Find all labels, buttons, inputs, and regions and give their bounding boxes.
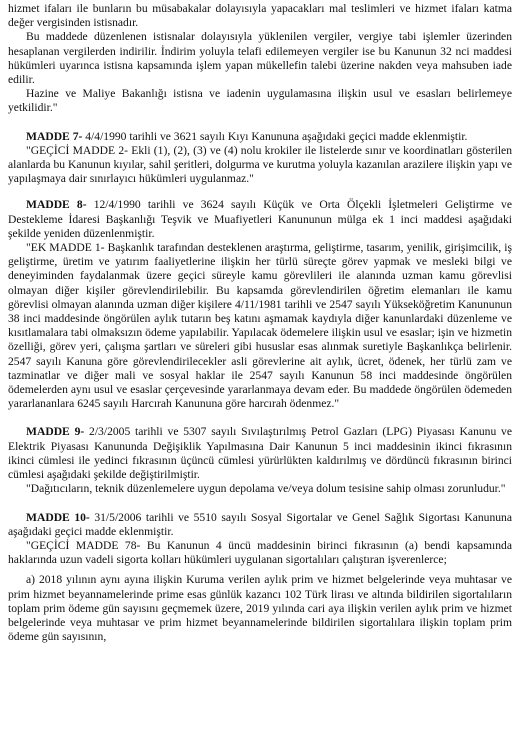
article-9-text: 2/3/2005 tarihli ve 5307 sayılı Sıvılaştırılmış Petrol Gazları (LPG) Piyasası Kanunu ve Elektrik Piyasası Kanununda Değişiklik Yapılmasına Dair Kanunun 5 inci maddesinin ikinci fıkrasının ikinci cümlesi ile yedinci fıkrasının üçüncü cümlesi yürürlükten kaldırılmış ve dördüncü fıkrasının birinci cümlesi aşağıdaki şekilde değiştirilmiştir. (8, 425, 512, 482)
article-8 (8, 198, 512, 241)
article-9-heading: MADDE 9- (26, 425, 85, 439)
article-7-quote: "GEÇİCİ MADDE 2- Ekli (1), (2), (3) ve (4) nolu krokiler ile listelerde sınır ve koordinatları gösterilen alanlarda bu Kanunun kıyılar, sahil şeritleri, dolgurma ve kurutma yoluyla kazanılan arazilere ilişkin yapı ve yapılaşmaya dair sınırlayıcı hükümleri uygulanmaz." (8, 143, 512, 186)
article-8-text: 12/4/1990 tarihli ve 3624 sayılı Küçük ve Orta Ölçekli İşletmeleri Geliştirme ve Destekleme İdaresi Başkanlığı Teşvik ve Muafiyetleri Kanununun mülga ek 1 inci maddesi aşağıdaki şekilde yeniden düzenlenmiştir. (8, 198, 512, 240)
article-10-quote: "GEÇİCİ MADDE 78- Bu Kanunun 4 üncü maddesinin birinci fıkrasının (a) bendi kapsamında haklarında uzun vadeli sigorta kolları hükümleri uygulanan sigortalıları çalıştıran işverenlerce; (8, 538, 512, 567)
article-8-heading: MADDE 8- (26, 198, 87, 212)
article-10 (8, 511, 512, 539)
article-8-quote: "EK MADDE 1- Başkanlık tarafından desteklenen araştırma, geliştirme, tasarım, yenilik, girişimcilik, iş geliştirme, üretim ve yatırım faaliyetlerine ilişkin her türlü süreçte görev yapmak ve mesleki bilgi ve deneyiminden faydalanmak üzere geçici süreyle kamu görevlileri ile alanında uzman kamu görevlisi olmayan diğer kişiler görevlendirilebilir. Bu kapsamda görevlendirilen öğretim elemanları ile kamu görevlisi olmayan alanında uzman diğer kişilere 4/11/1981 tarihli ve 2547 sayılı Yükseköğretim Kanununun 38 inci maddesinde öngörülen aylık tutarın beş katını aşmamak kaydıyla diğer kanunlardaki düzenleme ve kısıtlamalara tabi olmaksızın ödeme yapılabilir. Yapılacak ödemelere ilişkin usul ve esaslar; işin ve hizmetin özelliği, görev yeri, çalışma şartları ve süreleri gibi hususlar esas alınmak suretiyle Başkanlıkça belirlenir. 2547 sayılı Kanuna göre görevlendirilecekler asli görevlerine ait aylık, ücret, ödenek, her türlü zam ve tazminatlar ve diğer mali ve sosyal haklar ile 2547 sayılı Kanunun 58 inci maddesinde öngörülen ödemelerden aynı usul ve esaslar çerçevesinde yararlanmaya devam eder. Bu maddede öngörülen ödemeden yararlananlara 6245 sayılı Harcırah Kanununa göre harcırah ödenmez." (8, 241, 512, 411)
article-9-quote: "Dağıtıcıların, teknik düzenlemelere uygun depolama ve/veya dolum tesisine sahip olması zorunludur." (26, 482, 506, 496)
article-10-heading: MADDE 10- (26, 510, 90, 524)
article-7-heading: MADDE 7- (26, 129, 83, 143)
paragraph-authority: Hazine ve Maliye Bakanlığı istisna ve iadenin uygulamasına ilişkin usul ve esasları belirlemeye yetkilidir." (8, 87, 512, 115)
paragraph-deduction: Bu maddede düzenlenen istisnalar dolayısıyla yüklenilen vergiler, vergiye tabi işlemler üzerinden hesaplanan vergilerden indirilir. İndirim yoluyla telafi edilemeyen vergiler ise bu Kanunun 32 nci maddesi hükümleri uyarınca istisna kapsamında işlem yapan mükellefin talebi üzerine nakden veya mahsuben iade edilir. (8, 30, 512, 87)
article-10-text: 31/5/2006 tarihli ve 5510 sayılı Sosyal Sigortalar ve Genel Sağlık Sigortası Kanununa aşağıdaki geçici madde eklenmiştir. (8, 510, 512, 538)
article-9 (8, 425, 512, 482)
article-10-item-a: a) 2018 yılının aynı ayına ilişkin Kuruma verilen aylık prim ve hizmet belgelerinde veya muhtasar ve prim hizmet beyannamelerinde prime esas günlük kazancı 102 Türk lirası ve altında bildirilen sigortalıların toplam prim ödeme gün sayısını geçmemek üzere, 2019 yılında cari aya ilişkin verilen aylık prim ve hizmet belgelerinde veya muhtasar ve prim hizmet beyannamelerinde bildirilen sigortalılara ilişkin toplam prim ödeme gün sayısının, (8, 573, 512, 644)
article-7-text: 4/4/1990 tarihli ve 3621 sayılı Kıyı Kanununa aşağıdaki geçici madde eklenmiştir. (82, 129, 468, 143)
article-7 (8, 130, 512, 144)
paragraph-continuation: hizmet ifaları ile bunların bu müsabakalar dolayısıyla yapacakları mal teslimleri ve hizmet ifaları katma değer vergisinden istisnadır. (8, 2, 512, 30)
